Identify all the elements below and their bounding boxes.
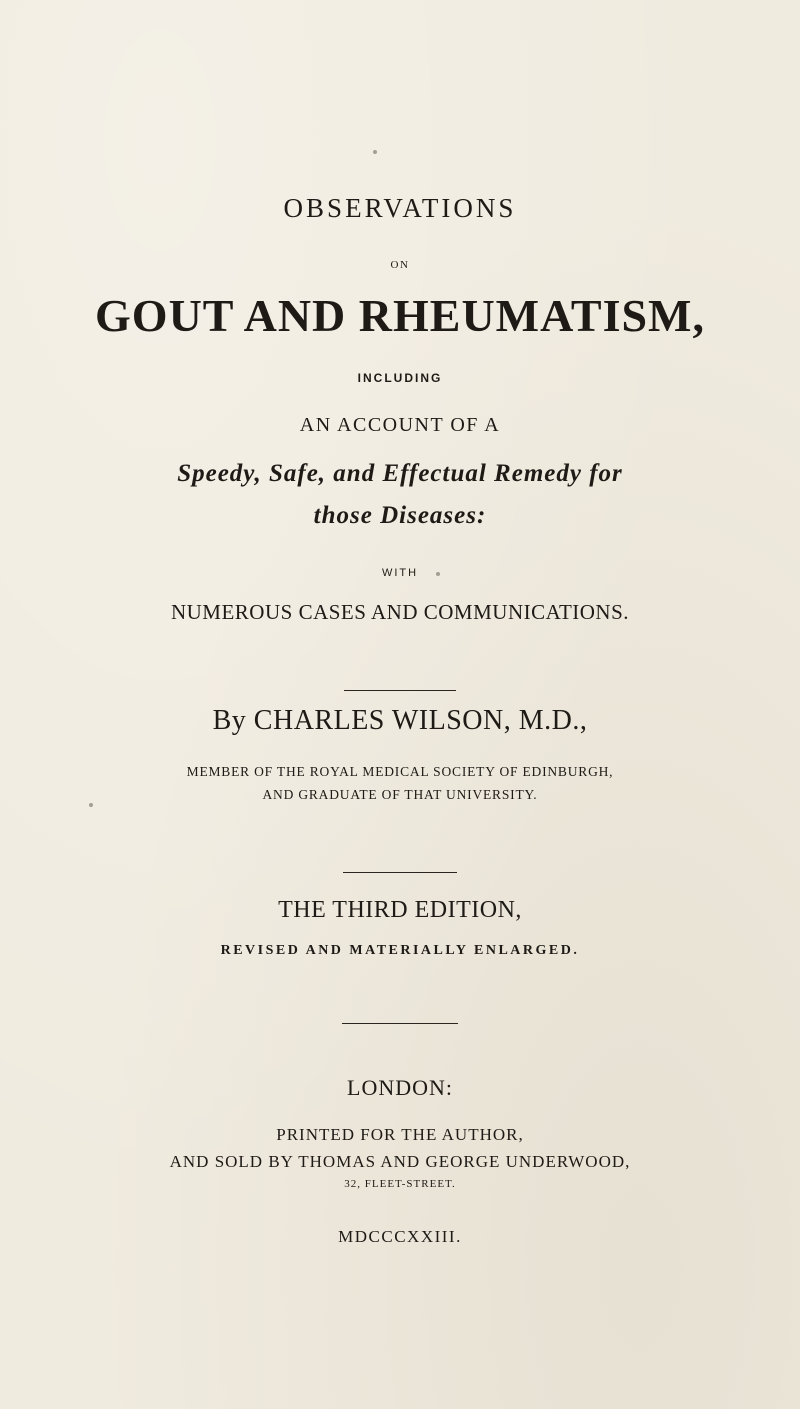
edition-revised-note: REVISED AND MATERIALLY ENLARGED. [220, 943, 580, 958]
subtitle-account: AN ACCOUNT OF A [299, 414, 501, 436]
subtitle-numerous-cases: NUMEROUS CASES AND COMMUNICATIONS. [170, 600, 630, 624]
heading-with: WITH [381, 567, 419, 579]
author-affiliation-line-1: MEMBER OF THE ROYAL MEDICAL SOCIETY OF EDINBURGH, [186, 764, 614, 779]
imprint-address: 32, FLEET-STREET. [344, 1178, 456, 1190]
imprint-printed-for: PRINTED FOR THE AUTHOR, [276, 1125, 524, 1144]
divider-rule [343, 872, 457, 873]
author-affiliation-line-2: AND GRADUATE OF THAT UNIVERSITY. [262, 787, 538, 802]
subtitle-remedy-line-1: Speedy, Safe, and Effectual Remedy for [177, 460, 623, 487]
imprint-city: LONDON: [347, 1075, 453, 1100]
author-name: By CHARLES WILSON, M.D., [212, 705, 588, 736]
heading-on: ON [390, 259, 410, 271]
paper-speck [373, 150, 377, 154]
divider-rule [342, 1023, 458, 1024]
main-title: GOUT AND RHEUMATISM, [95, 290, 705, 341]
imprint-sold-by: AND SOLD BY THOMAS AND GEORGE UNDERWOOD, [169, 1152, 631, 1171]
divider-rule [344, 690, 456, 691]
subtitle-remedy-line-2: those Diseases: [313, 502, 487, 529]
edition-statement: THE THIRD EDITION, [278, 897, 522, 923]
heading-including: INCLUDING [357, 371, 443, 385]
paper-speck [89, 803, 93, 807]
heading-observations: OBSERVATIONS [283, 193, 517, 223]
imprint-date: MDCCCXXIII. [338, 1227, 462, 1246]
